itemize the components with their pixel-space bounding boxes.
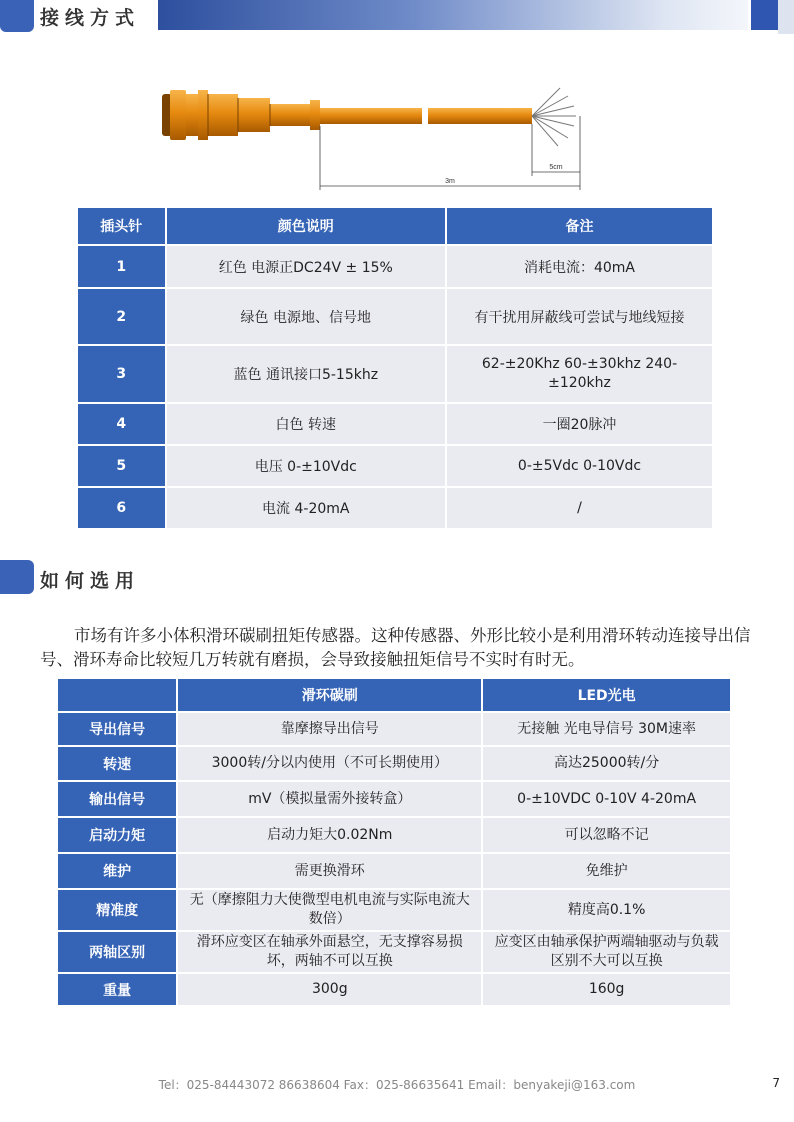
page-number: 7: [772, 1076, 780, 1090]
color-desc: 红色 电源正DC24V ± 15%: [167, 246, 445, 287]
pin-table-header: [78, 208, 712, 244]
row-label: 重量: [58, 974, 176, 1005]
row-label: 导出信号: [58, 713, 176, 745]
color-desc: 绿色 电源地、信号地: [167, 289, 445, 344]
header-slip-ring: 滑环碳刷: [178, 679, 481, 711]
led-value: 应变区由轴承保护两端轴驱动与负载区别不大可以互换: [483, 932, 730, 972]
intro-paragraph: 市场有许多小体积滑环碳刷扭矩传感器。这种传感器、外形比较小是利用滑环转动连接导出信号、滑环寿命比较短几万转就有磨损，会导致接触扭矩信号不实时有时无。: [40, 626, 751, 669]
slip-ring-value: 靠摩擦导出信号: [178, 713, 481, 745]
table-row: [58, 782, 730, 816]
note: 有干扰用屏蔽线可尝试与地线短接: [447, 289, 712, 344]
row-label: 维护: [58, 854, 176, 888]
header-gradient-bar: [158, 0, 794, 30]
note: 0-±5Vdc 0-10Vdc: [447, 446, 712, 486]
color-desc: 电压 0-±10Vdc: [167, 446, 445, 486]
cable-segment-2: [428, 108, 532, 124]
cable-segment-1: [320, 108, 422, 124]
table-row: [78, 404, 712, 444]
led-value: 高达25000转/分: [483, 747, 730, 780]
color-desc: 电流 4-20mA: [167, 488, 445, 528]
header-corner-block: [778, 0, 794, 34]
slip-ring-value: mV（模拟量需外接转盒）: [178, 782, 481, 816]
pin-table: [76, 206, 714, 530]
tip-length-label: 5cm: [549, 164, 563, 171]
table-row: [58, 932, 730, 972]
row-label: 精准度: [58, 890, 176, 930]
slip-ring-value: 启动力矩大0.02Nm: [178, 818, 481, 852]
pin-number: 1: [78, 246, 165, 287]
header-note: 备注: [447, 208, 712, 244]
slip-ring-value: 300g: [178, 974, 481, 1005]
table-row: [58, 890, 730, 930]
table-row: [58, 854, 730, 888]
table-row: [58, 747, 730, 780]
comparison-table: [56, 677, 732, 1007]
slip-ring-value: 无（摩擦阻力大使微型电机电流与实际电流大数倍）: [178, 890, 481, 930]
table-row: [78, 346, 712, 402]
color-desc: 蓝色 通讯接口5-15khz: [167, 346, 445, 402]
wire-ends: [532, 88, 576, 146]
row-label: 输出信号: [58, 782, 176, 816]
section-header-selection: [0, 560, 794, 594]
note: 一圈20脉冲: [447, 404, 712, 444]
note: 62-±20Khz 60-±30khz 240-±120khz: [447, 346, 712, 402]
led-value: 160g: [483, 974, 730, 1005]
row-label: 启动力矩: [58, 818, 176, 852]
slip-ring-value: 滑环应变区在轴承外面悬空，无支撑容易损坏，两轴不可以互换: [178, 932, 481, 972]
section-marker-square: [0, 0, 34, 32]
pin-number: 6: [78, 488, 165, 528]
table-row: [78, 446, 712, 486]
note: /: [447, 488, 712, 528]
slip-ring-value: 需更换滑环: [178, 854, 481, 888]
note: 消耗电流：40mA: [447, 246, 712, 287]
cable-diagram: [150, 80, 600, 195]
section-marker-square: [0, 560, 34, 594]
footer-contact: Tel：025-84443072 86638604 Fax：025-86635641 Email：benyakeji@163.com: [158, 1078, 636, 1092]
pin-number: 5: [78, 446, 165, 486]
pin-number: 3: [78, 346, 165, 402]
table-row: [58, 713, 730, 745]
led-value: 免维护: [483, 854, 730, 888]
slip-ring-value: 3000转/分以内使用（不可长期使用）: [178, 747, 481, 780]
comparison-table-header: [58, 679, 730, 711]
led-value: 可以忽略不记: [483, 818, 730, 852]
row-label: 两轴区别: [58, 932, 176, 972]
header-color: 颜色说明: [167, 208, 445, 244]
connector-plug: [162, 90, 320, 140]
led-value: 精度高0.1%: [483, 890, 730, 930]
pin-number: 4: [78, 404, 165, 444]
table-row: [78, 488, 712, 528]
pin-number: 2: [78, 289, 165, 344]
table-row: [58, 974, 730, 1005]
led-value: 0-±10VDC 0-10V 4-20mA: [483, 782, 730, 816]
header-corner-square: [748, 0, 778, 30]
table-row: [58, 818, 730, 852]
header-led: LED光电: [483, 679, 730, 711]
table-row: [78, 246, 712, 287]
section-title-selection: 如何选用: [40, 570, 141, 592]
header-pin: 插头针: [78, 208, 165, 244]
header-blank: [58, 679, 176, 711]
section-title-wiring: 接线方式: [40, 7, 141, 29]
table-row: [78, 289, 712, 344]
color-desc: 白色 转速: [167, 404, 445, 444]
led-value: 无接触 光电导信号 30M速率: [483, 713, 730, 745]
length-label: 3m: [445, 178, 455, 185]
row-label: 转速: [58, 747, 176, 780]
section-header-wiring: [0, 0, 794, 34]
